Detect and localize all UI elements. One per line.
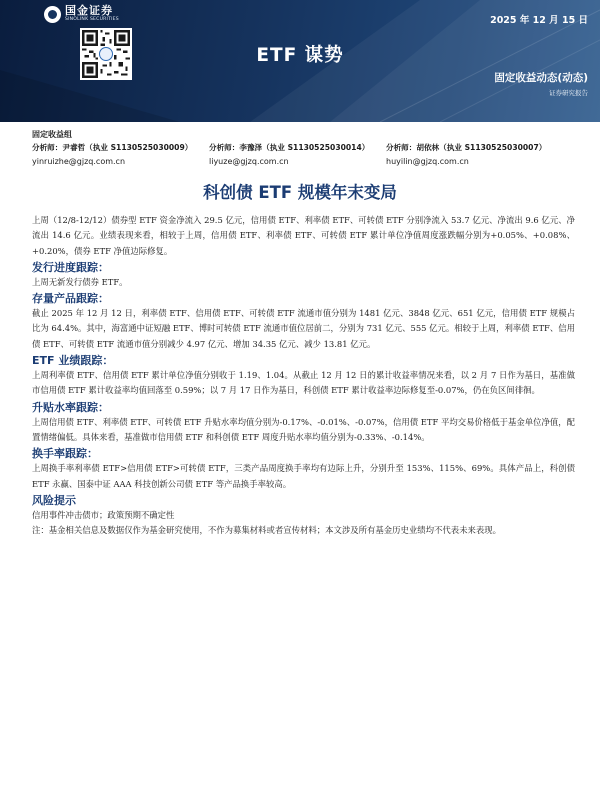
report-date: 2025 年 12 月 15 日	[490, 15, 588, 26]
company-logo	[44, 5, 119, 23]
logo-name-cn: 国金证券	[65, 4, 113, 17]
logo-name-en: SINOLINK SECURITIES	[65, 17, 119, 22]
section-title-premium: 升贴水率跟踪：	[32, 400, 109, 414]
section-body-outstanding: 截止 2025 年 12 月 12 日，利率债 ETF、信用债 ETF、可转债 ETF 流通市值分别为 1481 亿元、3848 亿元、651 亿元，信用债 ETF 规模占比为 64.4%。其中，海富通中证短融 ETF、博时可转债 ETF 流通市值位居前二，分别为 731 亿元、555 亿元。相较于上周，利率债 ETF、信用债 ETF、可转债 ETF 流通市值分别减少 4.97 亿元、增加 34.35 亿元、减少 13.81 亿元。	[32, 308, 575, 349]
analyst-email: liyuze@gjzq.com.cn	[209, 157, 289, 166]
team-label: 固定收益组	[32, 130, 72, 139]
section-title-turnover: 换手率跟踪：	[32, 447, 98, 461]
analyst-1	[32, 142, 232, 166]
section-title-performance: ETF 业绩跟踪：	[32, 354, 114, 368]
section-title-risk: 风险提示	[32, 493, 76, 507]
analyst-3	[386, 142, 586, 166]
report-series-title: ETF 谋势	[256, 45, 344, 66]
report-type-label: 证券研究报告	[549, 89, 588, 97]
section-title-issuance: 发行进度跟踪：	[32, 260, 109, 274]
analyst-name: 分析师：胡依林（执业 S1130525030007）	[386, 143, 547, 152]
analyst-email: huyilin@gjzq.com.cn	[386, 157, 469, 166]
logo-icon	[44, 6, 61, 23]
section-title-outstanding: 存量产品跟踪：	[32, 292, 109, 306]
article-title: 科创债 ETF 规模年末变局	[203, 183, 397, 202]
section-body-issuance: 上周无新发行债券 ETF。	[32, 276, 128, 287]
section-body-risk: 信用事件冲击债市；政策预期不确定性	[32, 509, 175, 520]
section-body-performance: 上周利率债 ETF、信用债 ETF 累计单位净值分别收于 1.19、1.04。从截止 12 月 12 日的累计收益率情况来看，以 2 月 7 日作为基日，基准做市信用债 ETF 累计收益率均值回落至 0.59%；以 7 月 17 日作为基日，科创债 ETF 累计收益率边际修复至-0.07%，仍在负区间徘徊。	[32, 370, 575, 396]
report-category: 固定收益动态(动态)	[494, 72, 588, 84]
analyst-name: 分析师：李豫泽（执业 S1130525030014）	[209, 143, 370, 152]
section-body-premium: 上周信用债 ETF、利率债 ETF、可转债 ETF 升贴水率均值分别为-0.17%、-0.01%、-0.07%，信用债 ETF 平均交易价格低于基金单位净值，配置情绪偏低。具体来看，基准做市信用债 ETF 和科创债 ETF 周度升贴水率均值分别为-0.33%、-0.14%。	[32, 416, 575, 442]
analyst-name: 分析师：尹睿哲（执业 S1130525030009）	[32, 143, 193, 152]
header-banner	[0, 0, 600, 122]
analyst-email: yinruizhe@gjzq.com.cn	[32, 157, 126, 166]
article-body	[32, 213, 575, 538]
intro-paragraph: 上周（12/8-12/12）债券型 ETF 资金净流入 29.5 亿元，信用债 ETF、利率债 ETF、可转债 ETF 分别净流入 53.7 亿元、净流出 9.6 亿元、净流出 14.6 亿元。业绩表现来看，相较于上周，信用债 ETF、利率债 ETF、可转债 ETF 累计单位净值周度涨跌幅分别为+0.05%、+0.08%、+0.20%，债券 ETF 净值边际修复。	[32, 215, 575, 256]
section-body-turnover: 上周换手率利率债 ETF>信用债 ETF>可转债 ETF，三类产品周度换手率均有边际上升，分别升至 153%、115%、69%。具体产品上，科创债 ETF 永赢、国泰中证 AAA 科技创新公司债 ETF 等产品换手率较高。	[32, 463, 575, 489]
analyst-2	[209, 142, 409, 166]
disclaimer-note: 注：基金相关信息及数据仅作为基金研究使用，不作为募集材料或者宣传材料；本文涉及所有基金历史业绩均不代表未来表现。	[32, 525, 501, 536]
